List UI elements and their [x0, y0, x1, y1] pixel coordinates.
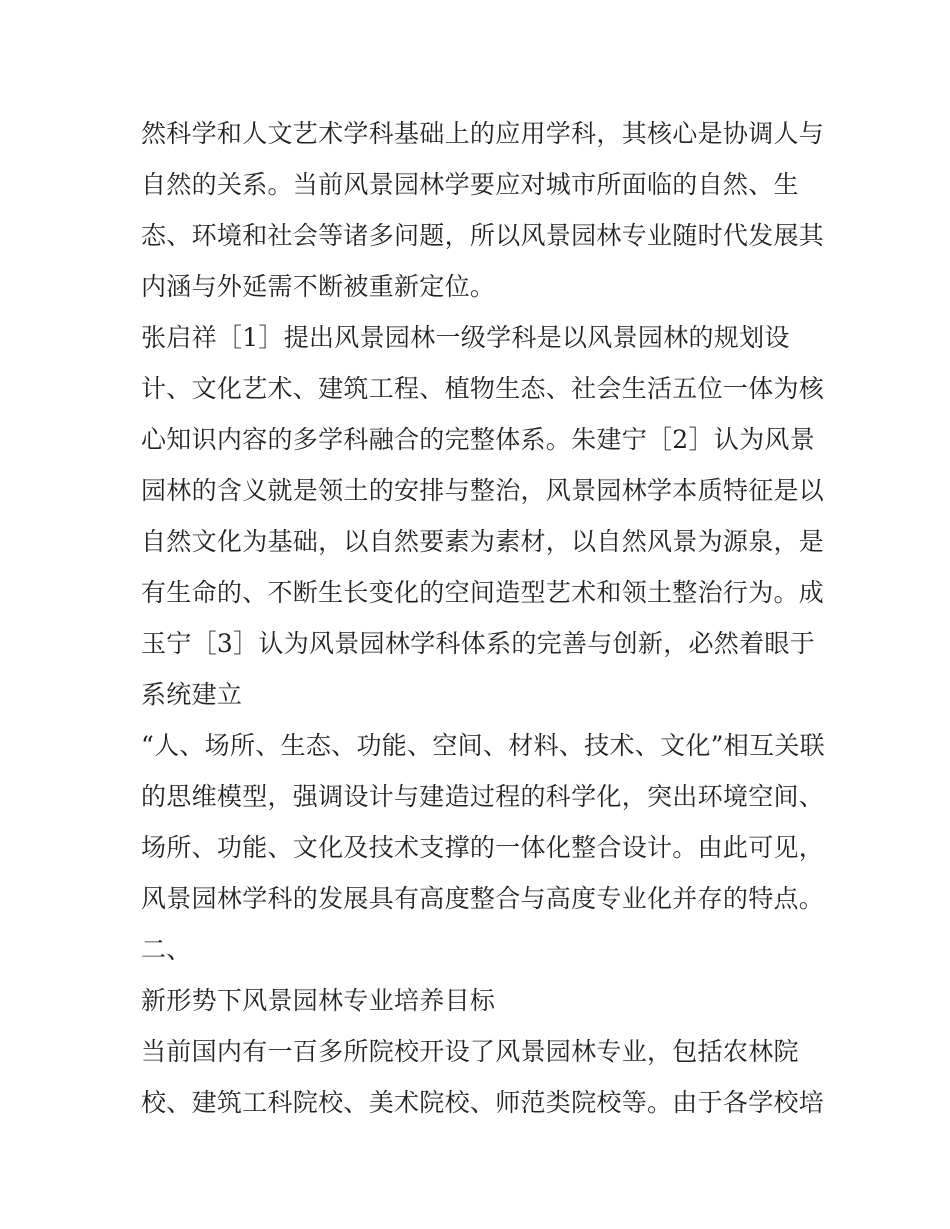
text-line: 心知识内容的多学科融合的完整体系。朱建宁［2］认为风景: [141, 425, 816, 454]
text-line: 当前国内有一百多所院校开设了风景园林专业，包括农林院: [141, 1037, 799, 1066]
text-line: 然科学和人文艺术学科基础上的应用学科，其核心是协调人与: [141, 119, 825, 148]
text-line: 内涵与外延需不断被重新定位。: [141, 272, 496, 301]
section-number: 二、: [141, 935, 192, 964]
text-line: 玉宁［3］认为风景园林学科体系的完善与创新，必然着眼于: [141, 629, 816, 658]
text-line: 风景园林学科的发展具有高度整合与高度专业化并存的特点。: [141, 884, 825, 913]
text-line: 自然的关系。当前风景园林学要应对城市所面临的自然、生: [141, 170, 799, 199]
text-line: 系统建立: [141, 680, 243, 709]
text-line: 的思维模型，强调设计与建造过程的科学化，突出环境空间、: [141, 782, 825, 811]
text-line: 校、建筑工科院校、美术院校、师范类院校等。由于各学校培: [141, 1088, 825, 1117]
text-line: 态、环境和社会等诸多问题，所以风景园林专业随时代发展其: [141, 221, 825, 250]
text-line: “人、场所、生态、功能、空间、材料、技术、文化”相互关联: [141, 731, 825, 760]
text-line: 有生命的、不断生长变化的空间造型艺术和领土整治行为。成: [141, 578, 825, 607]
body-text: [141, 108, 825, 1128]
text-line: 场所、功能、文化及技术支撑的一体化整合设计。由此可见，: [141, 833, 825, 862]
text-line: 自然文化为基础，以自然要素为素材，以自然风景为源泉，是: [141, 527, 825, 556]
text-line: 园林的含义就是领土的安排与整治，风景园林学本质特征是以: [141, 476, 825, 505]
section-heading: 新形势下风景园林专业培养目标: [141, 986, 496, 1015]
text-line: 张启祥［1］提出风景园林一级学科是以风景园林的规划设: [141, 323, 790, 352]
text-line: 计、文化艺术、建筑工程、植物生态、社会生活五位一体为核: [141, 374, 825, 403]
